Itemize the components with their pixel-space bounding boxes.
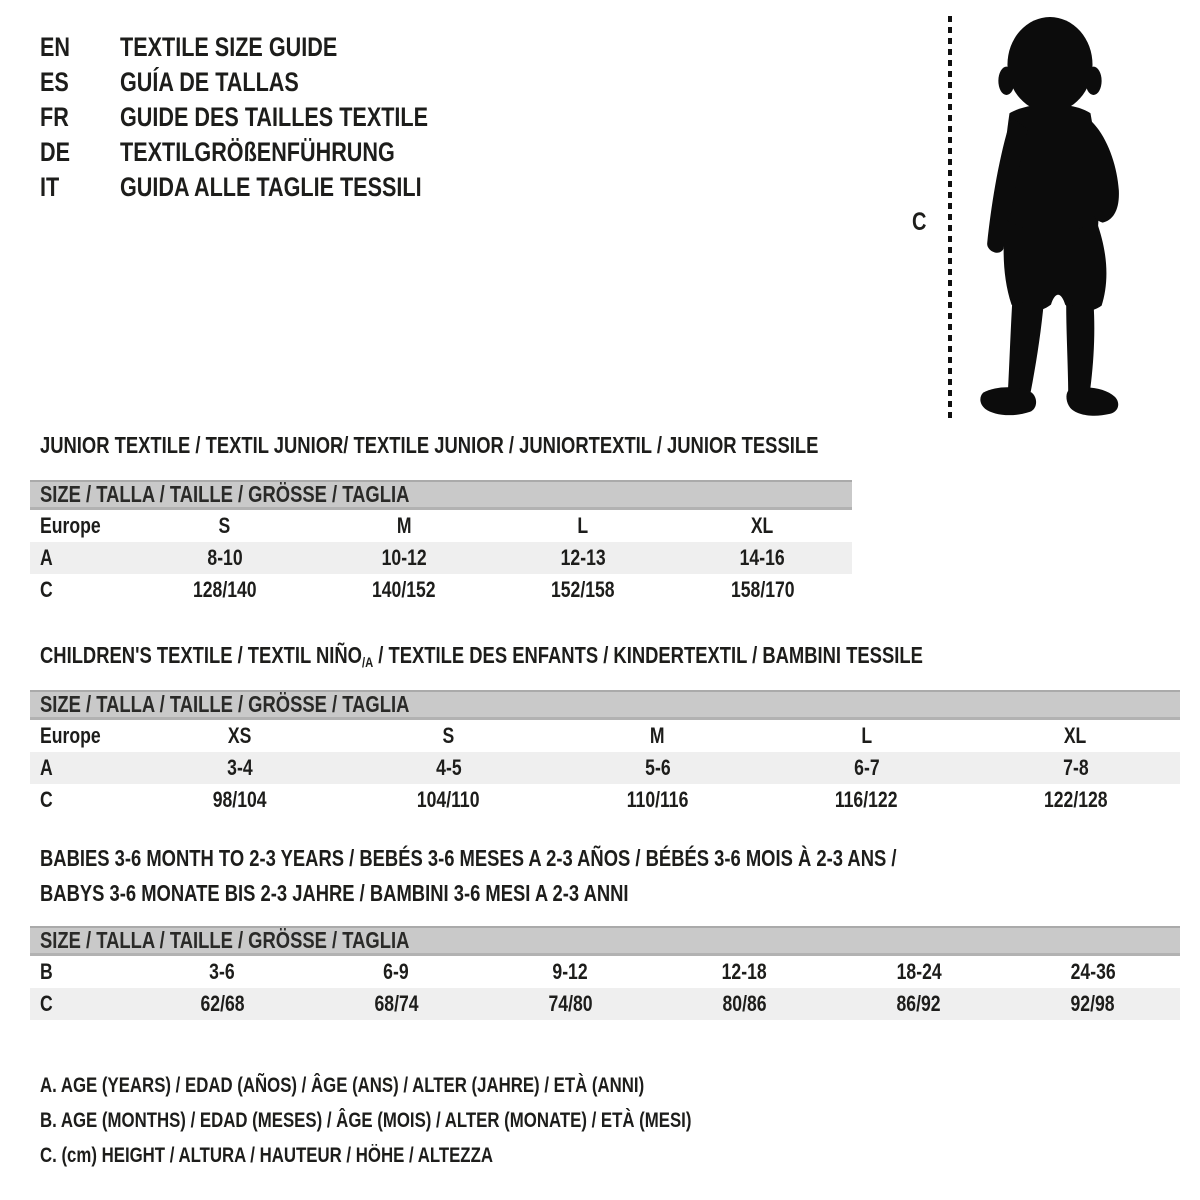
- babies-row-months: [30, 956, 1180, 988]
- cell-value: 140/152: [372, 577, 436, 602]
- baby-silhouette-icon: [964, 12, 1138, 422]
- cell-value: S: [218, 513, 231, 538]
- cell-value: 152/158: [551, 577, 615, 602]
- children-row-europe: [30, 720, 1180, 752]
- junior-section-title: JUNIOR TEXTILE / TEXTIL JUNIOR/ TEXTILE JUNIOR / JUNIORTEXTIL / JUNIOR TESSILE: [40, 432, 819, 458]
- legend-line-a: A. AGE (YEARS) / EDAD (AÑOS) / ÂGE (ANS) / ALTER (JAHRE) / ETÀ (ANNI): [40, 1073, 645, 1097]
- cell-value: L: [577, 513, 589, 538]
- cell-value: 4-5: [435, 755, 462, 780]
- language-title: TEXTILE SIZE GUIDE: [120, 32, 338, 62]
- row-label: C: [40, 787, 53, 812]
- babies-table-header: SIZE / TALLA / TAILLE / GRÖSSE / TAGLIA: [30, 926, 1180, 956]
- language-row-it: [40, 170, 505, 205]
- cell-value: 14-16: [739, 545, 785, 570]
- row-label: C: [40, 991, 53, 1016]
- cell-value: XL: [1064, 723, 1087, 748]
- junior-size-table: [30, 480, 852, 606]
- cell-value: 116/122: [835, 787, 898, 812]
- cell-value: 10-12: [381, 545, 427, 570]
- row-label: B: [40, 959, 53, 984]
- language-code: DE: [40, 137, 71, 167]
- language-code: IT: [40, 172, 60, 202]
- cell-value: XS: [227, 723, 252, 748]
- cell-value: 9-12: [552, 959, 589, 984]
- language-row-de: [40, 135, 505, 170]
- cell-value: 86/92: [896, 991, 941, 1016]
- cell-value: 3-6: [209, 959, 235, 984]
- language-row-en: [40, 30, 505, 65]
- language-list: [40, 30, 505, 205]
- babies-size-table: [30, 926, 1180, 1020]
- cell-value: XL: [751, 513, 774, 538]
- cell-value: 5-6: [644, 755, 671, 780]
- language-title: GUIDA ALLE TAGLIE TESSILI: [120, 172, 422, 202]
- row-label: A: [40, 545, 53, 570]
- language-code: ES: [40, 67, 69, 97]
- cell-value: 98/104: [212, 787, 267, 812]
- babies-row-height: [30, 988, 1180, 1020]
- cell-value: 62/68: [200, 991, 245, 1016]
- height-dashed-line: [948, 16, 952, 418]
- cell-value: 3-4: [226, 755, 253, 780]
- cell-value: 122/128: [1043, 787, 1108, 812]
- junior-row-europe: [30, 510, 852, 542]
- row-label: A: [40, 755, 53, 780]
- legend-line-c: C. (cm) HEIGHT / ALTURA / HAUTEUR / HÖHE / ALTEZZA: [40, 1143, 493, 1167]
- junior-row-age: [30, 542, 852, 574]
- cell-value: 92/98: [1070, 991, 1115, 1016]
- cell-value: S: [442, 723, 455, 748]
- row-label: Europe: [40, 513, 101, 538]
- cell-value: 12-13: [560, 545, 606, 570]
- language-title: GUÍA DE TALLAS: [120, 67, 299, 97]
- cell-value: 24-36: [1070, 959, 1116, 984]
- junior-table-header: SIZE / TALLA / TAILLE / GRÖSSE / TAGLIA: [30, 480, 852, 510]
- language-row-fr: [40, 100, 505, 135]
- row-label: C: [40, 577, 53, 602]
- children-section-title: CHILDREN'S TEXTILE / TEXTIL NIÑO/A / TEXTILE DES ENFANTS / KINDERTEXTIL / BAMBINI TESSILE: [40, 642, 923, 670]
- cell-value: 128/140: [192, 577, 257, 602]
- cell-value: 110/116: [626, 787, 689, 812]
- cell-value: 68/74: [374, 991, 419, 1016]
- cell-value: 74/80: [548, 991, 593, 1016]
- height-measure-label: C: [912, 208, 927, 236]
- cell-value: M: [396, 513, 412, 538]
- cell-value: 12-18: [722, 959, 768, 984]
- junior-row-height: [30, 574, 852, 606]
- language-code: EN: [40, 32, 71, 62]
- cell-value: 8-10: [206, 545, 243, 570]
- children-size-table: [30, 690, 1180, 816]
- row-label: Europe: [40, 723, 101, 748]
- children-table-header: SIZE / TALLA / TAILLE / GRÖSSE / TAGLIA: [30, 690, 1180, 720]
- language-title: GUIDE DES TAILLES TEXTILE: [120, 102, 429, 132]
- cell-value: 158/170: [730, 577, 795, 602]
- language-row-es: [40, 65, 505, 100]
- cell-value: 7-8: [1062, 755, 1089, 780]
- cell-value: L: [861, 723, 872, 748]
- language-code: FR: [40, 102, 69, 132]
- children-row-height: [30, 784, 1180, 816]
- cell-value: 104/110: [417, 787, 480, 812]
- language-title: TEXTILGRÖßENFÜHRUNG: [120, 137, 395, 167]
- children-row-age: [30, 752, 1180, 784]
- cell-value: M: [650, 723, 665, 748]
- babies-section-title-line2: BABYS 3-6 MONATE BIS 2-3 JAHRE / BAMBINI 3-6 MESI A 2-3 ANNI: [40, 880, 629, 906]
- cell-value: 6-7: [853, 755, 880, 780]
- cell-value: 18-24: [896, 959, 942, 984]
- cell-value: 6-9: [383, 959, 409, 984]
- nino-a-subscript: /A: [361, 654, 374, 670]
- cell-value: 80/86: [722, 991, 767, 1016]
- babies-section-title-line1: BABIES 3-6 MONTH TO 2-3 YEARS / BEBÉS 3-6 MESES A 2-3 AÑOS / BÉBÉS 3-6 MOIS À 2-3 ANS /: [40, 845, 897, 871]
- measurement-legend: [40, 1068, 854, 1173]
- legend-line-b: B. AGE (MONTHS) / EDAD (MESES) / ÂGE (MOIS) / ALTER (MONATE) / ETÀ (MESI): [40, 1108, 692, 1132]
